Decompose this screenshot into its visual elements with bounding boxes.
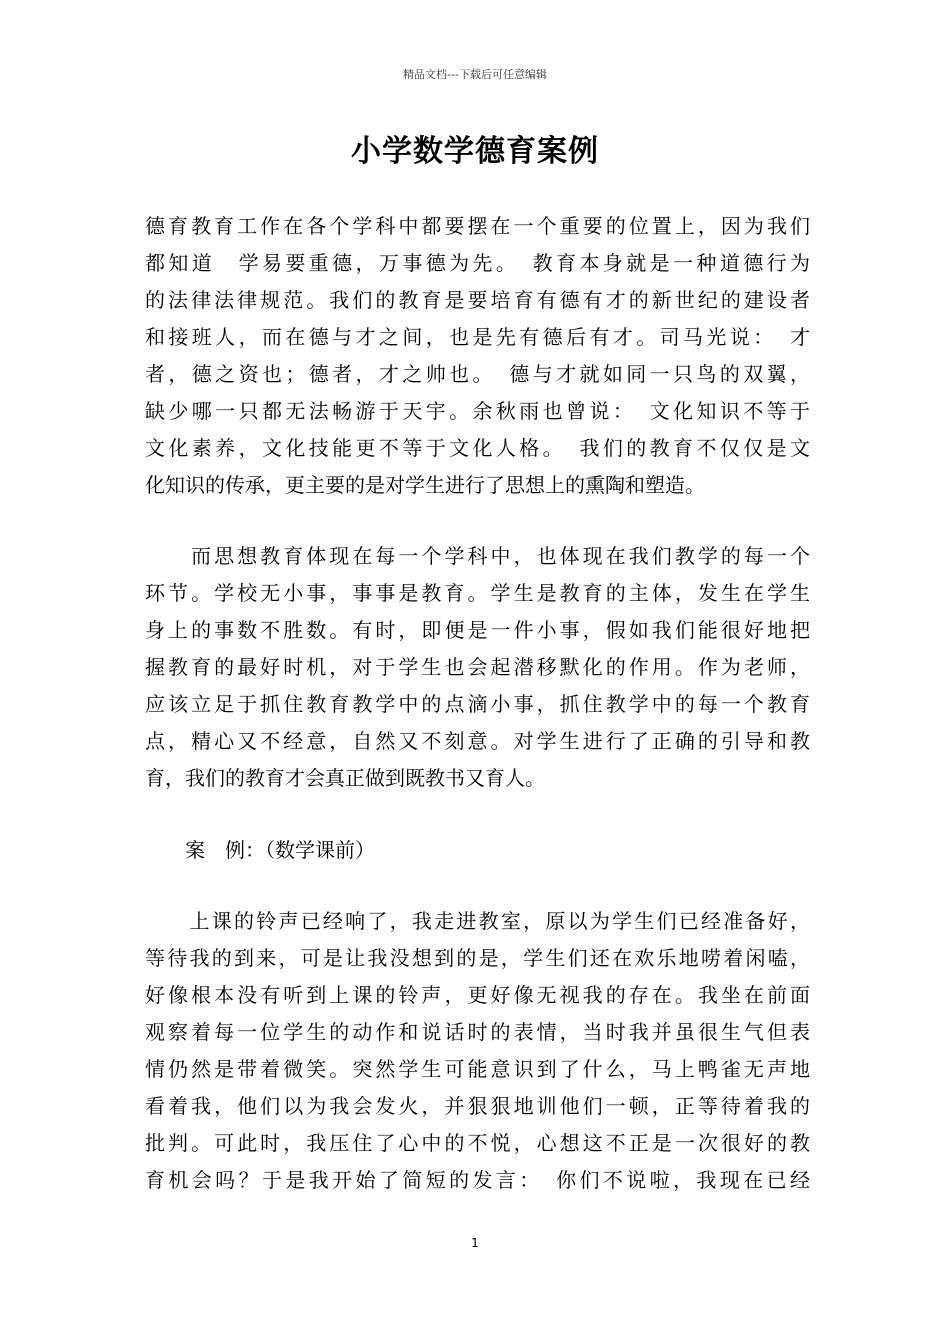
page-title: 小学数学德育案例 (351, 134, 599, 169)
paragraph-3 (145, 903, 810, 1199)
header-note: 精品文档---下载后可任意编辑 (403, 68, 547, 81)
paragraph-line: 而思想教育体现在每一个学科中，也体现在我们教学的每一个 (145, 544, 810, 568)
paragraph-2 (145, 538, 810, 797)
paragraph-line: 环节。学校无小事，事事是教育。学生是教育的主体，发生在学生 (145, 581, 810, 605)
paragraph-line: 者，德之资也；德者，才之帅也。 德与才就如同一只鸟的双翼， (145, 362, 810, 386)
paragraph-line: 和接班人，而在德与才之间，也是先有德后有才。司马光说： 才 (145, 325, 810, 349)
paragraph-line: 观察着每一位学生的动作和说话时的表情，当时我并虽很生气但表 (145, 1020, 810, 1044)
paragraph-line: 身上的事数不胜数。有时，即便是一件小事，假如我们能很好地把 (145, 618, 810, 642)
paragraph-line: 点，精心又不经意，自然又不刻意。对学生进行了正确的引导和教 (145, 729, 810, 753)
paragraph-line: 等待我的到来，可是让我没想到的是，学生们还在欢乐地唠着闲嗑， (145, 946, 810, 970)
paragraph-line: 应该立足于抓住教育教学中的点滴小事，抓住教学中的每一个教育 (145, 692, 810, 716)
paragraph-line: 情仍然是带着微笑。突然学生可能意识到了什么，马上鸭雀无声地 (145, 1057, 810, 1081)
paragraph-line: 好像根本没有听到上课的铃声，更好像无视我的存在。我坐在前面 (145, 983, 810, 1007)
paragraph-line: 文化素养，文化技能更不等于文化人格。 我们的教育不仅仅是文 (145, 436, 810, 460)
paragraph-line: 德育教育工作在各个学科中都要摆在一个重要的位置上，因为我们 (145, 214, 810, 238)
paragraph-1 (145, 208, 810, 504)
paragraph-line: 都知道 学易要重德，万事德为先。 教育本身就是一种道德行为 (145, 251, 810, 275)
paragraph-line: 育，我们的教育才会真正做到既教书又育人。 (145, 766, 545, 790)
page-number: 1 (471, 1236, 479, 1250)
paragraph-line: 缺少哪一只都无法畅游于天宇。余秋雨也曾说： 文化知识不等于 (145, 399, 810, 423)
paragraph-line: 上课的铃声已经响了，我走进教室，原以为学生们已经准备好， (145, 909, 810, 933)
paragraph-line: 育机会吗？于是我开始了简短的发言： 你们不说啦，我现在已经 (145, 1168, 810, 1192)
case-heading: 案 例：（数学课前） (145, 838, 375, 862)
paragraph-line: 握教育的最好时机，对于学生也会起潜移默化的作用。作为老师， (145, 655, 810, 679)
paragraph-line: 批判。可此时，我压住了心中的不悦，心想这不正是一次很好的教 (145, 1131, 810, 1155)
paragraph-line: 看着我，他们以为我会发火，并狠狠地训他们一顿，正等待着我的 (145, 1094, 810, 1118)
case-heading-block (145, 832, 810, 869)
paragraph-line: 的法律法律规范。我们的教育是要培育有德有才的新世纪的建设者 (145, 288, 810, 312)
paragraph-line: 化知识的传承，更主要的是对学生进行了思想上的熏陶和塑造。 (145, 473, 705, 497)
